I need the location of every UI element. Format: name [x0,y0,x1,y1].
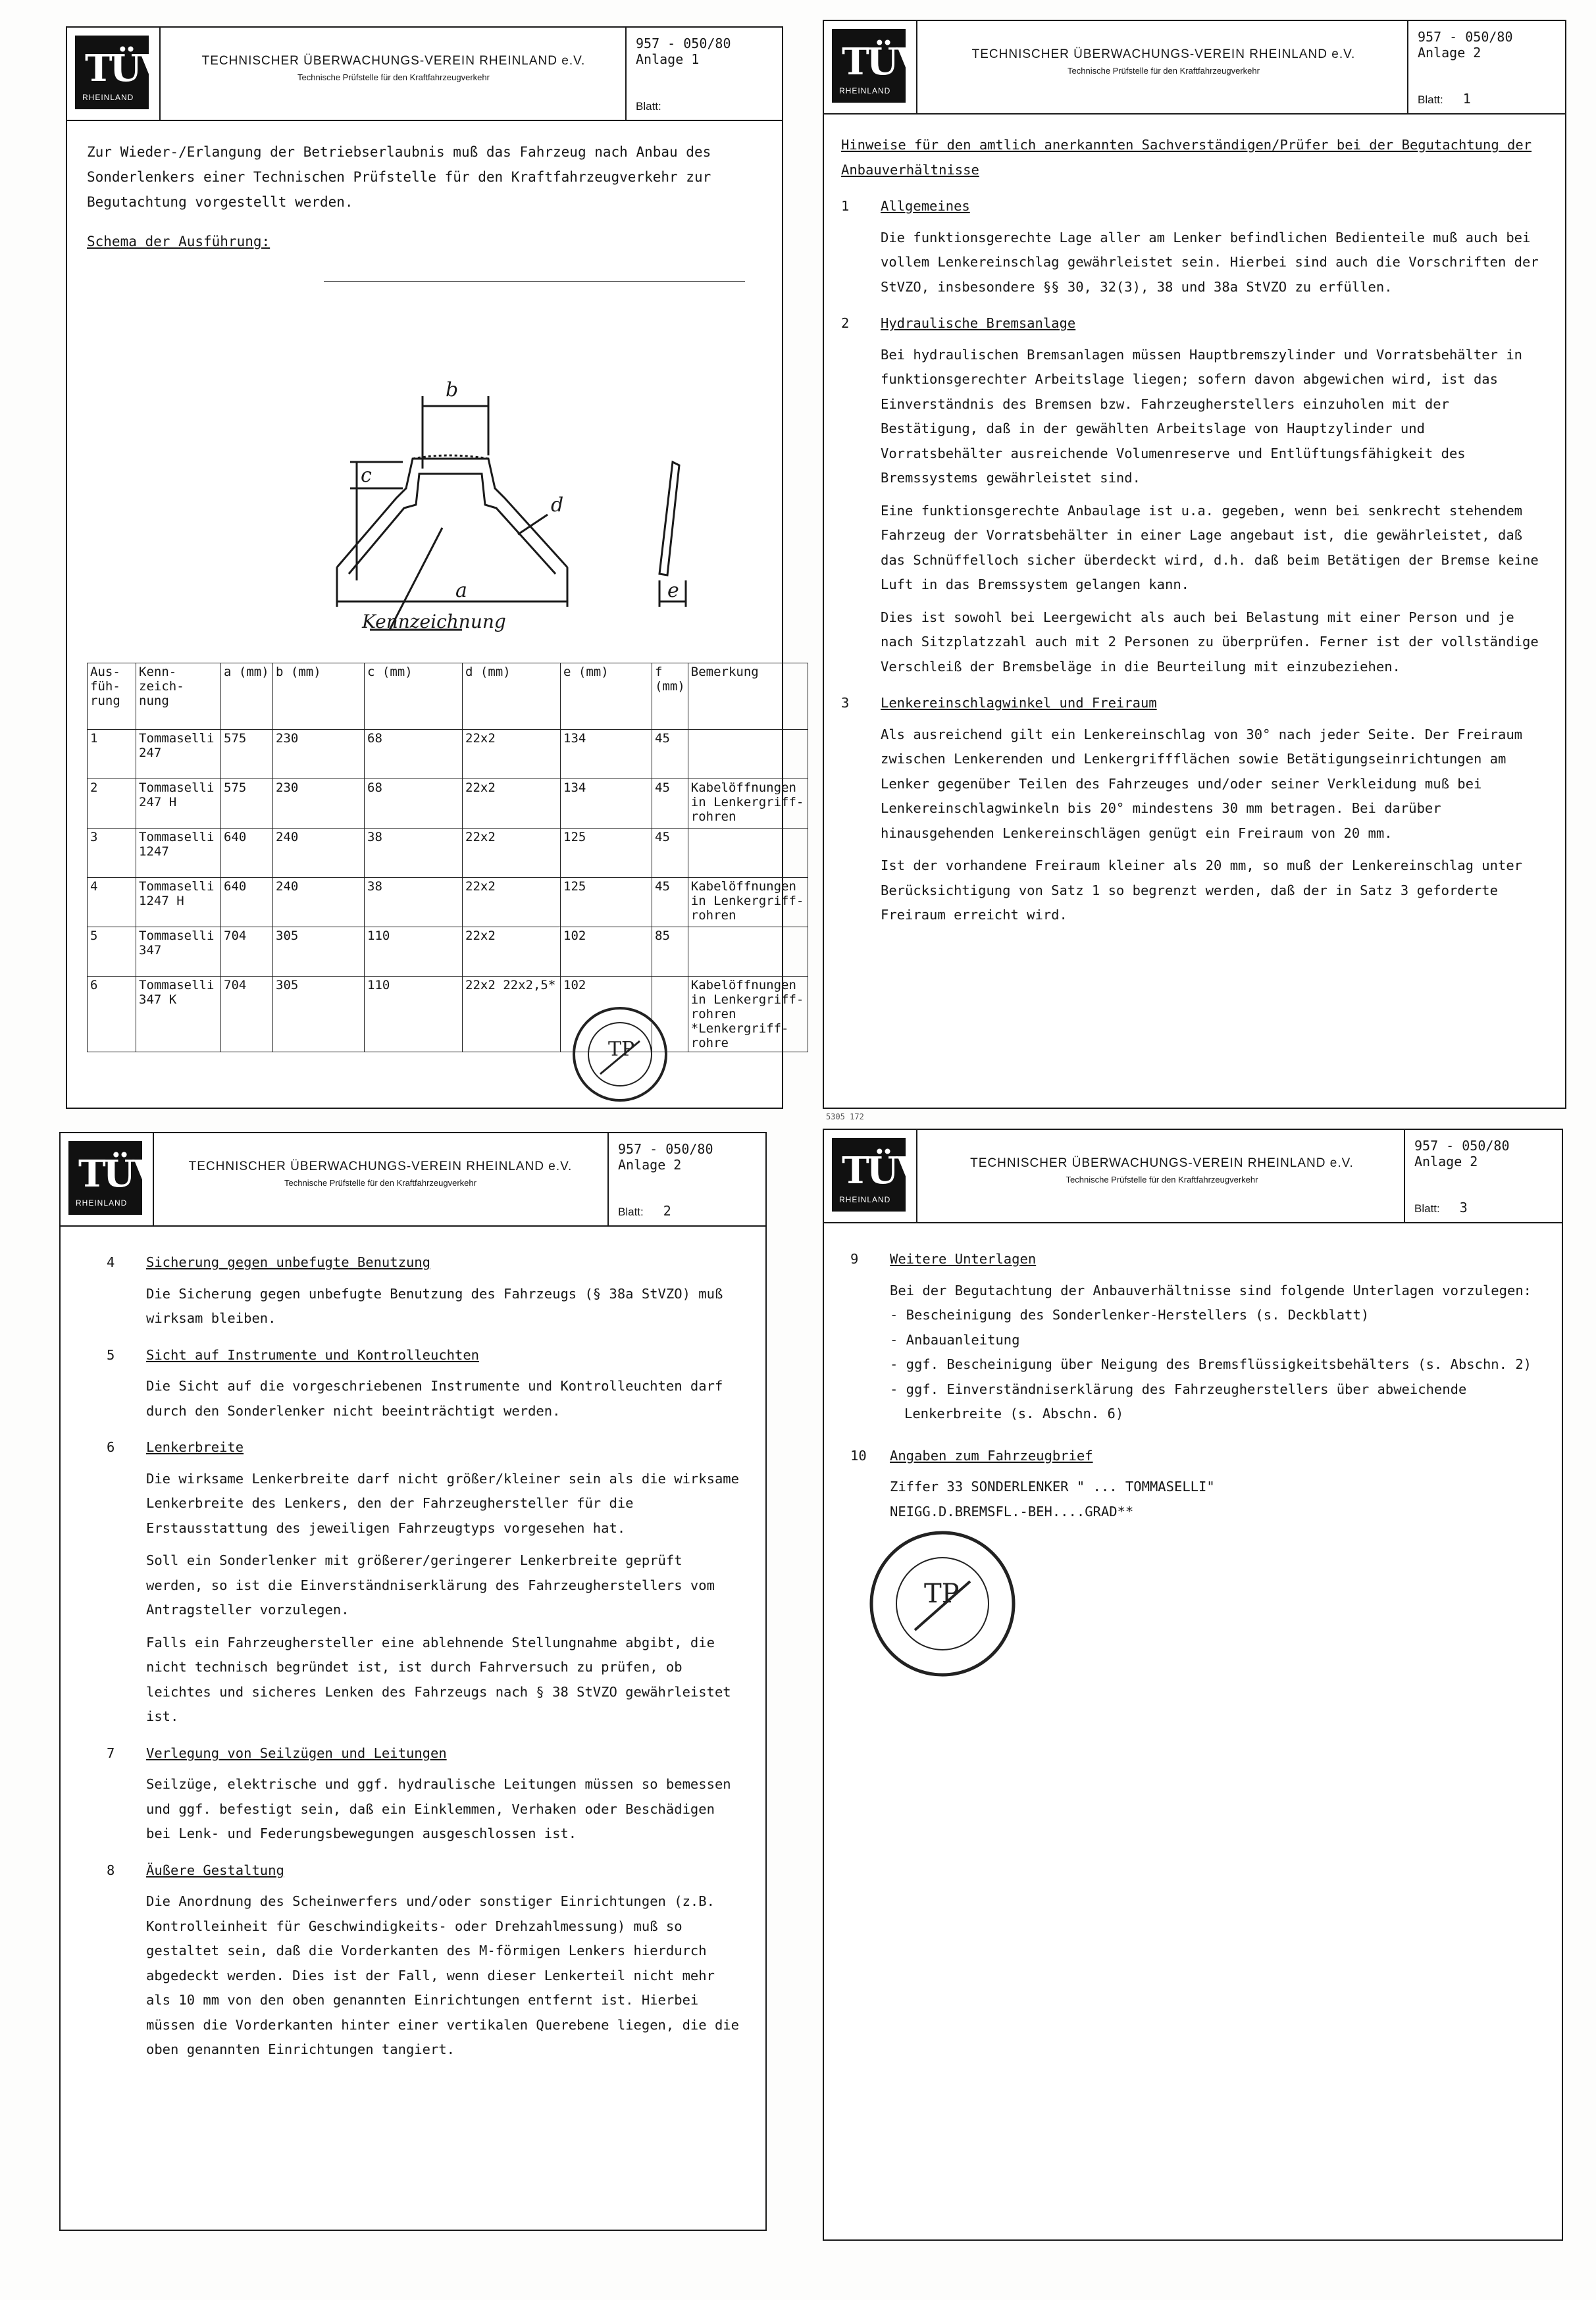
dim-d-label: d [551,494,564,517]
kennzeichnung-caption: Kennzeichnung [362,611,506,632]
table-cell: 575 [221,779,273,829]
org-block [159,28,627,120]
table-cell: Kabelöffnungen in Lenkergriff-rohren [688,878,808,927]
intro-text: Hinweise für den amtlich anerkannten Sachverständigen/Prüfer bei der Begutachtung der Anbauverhältnisse [841,137,1532,178]
page-header [824,1130,1562,1223]
fahrzeugbrief-line-1: Ziffer 33 SONDERLENKER " ... TOMMASELLI" [890,1479,1215,1495]
table-cell [688,730,808,779]
table-cell: 125 [561,829,652,878]
section-title: Lenkereinschlagwinkel und Freiraum [881,695,1157,711]
list-item: - ggf. Bescheinigung über Neigung des Bremsflüssigkeitsbehälters (s. Abschn. 2) [890,1356,1532,1372]
section-2: 2 Hydraulische Bremsanlage Bei hydraulischen Bremsanlagen müssen Hauptbremszylinder und Vorratsbehälter in funktionsgerechter Arbeitslage liegen; sofern davon abgewichen wird, ist das Einverständnis des Bremsen bzw. Fahrzeugherstellers einzuholen mit der Bestätigung, daß in der gewählten Arbeitslage von Hauptzylinder und Vorratsbehälter ausreichende Volumenreserve und Entlüftungsfähigkeit des Bremssystems gewährleistet sind. Eine funktionsgerechte Anbaulage ist u.a. gegeben, wenn bei senkrecht stehendem Fahrzeug der Vorratsbehälter in einer Lage angebaut ist, die gewährleistet, daß das Schnüffelloch sicher überdeckt wird, d.h. daß beim Betätigen der Bremse keine Luft in das Bremssystem gelangen kann. Dies ist sowohl bei Leergewicht als auch bei Belastung mit einer Person und je nach Sitzplatzzahl auch mit 2 Personen zu überprüfen. Ferner ist der vollständige Verschleiß der Bremsbeläge in die Beurteilung mit einzubeziehen. [841,311,1539,679]
col-d: d (mm) [463,663,561,730]
anlage-label: Anlage 2 [618,1157,682,1173]
table-cell: 230 [273,779,365,829]
table-row [88,927,808,977]
anlage-label: Anlage 2 [1414,1154,1478,1169]
section-6: 6 Lenkerbreite Die wirksame Lenkerbreite darf nicht größer/kleiner sein als die wirksame Lenkerbreite des Lenkers, den der Fahrzeughersteller für die Erstausstattung des jeweiligen Fahrzeugtyps vorgesehen hat. Soll ein Sonderlenker mit größerer/geringerer Lenkerbreite geprüft werden, so ist die Einverständniserklärung des Fahrzeugherstellers vom Antragsteller vorzulegen. Falls ein Fahrzeughersteller eine ablehnende Stellungnahme abgibt, die nicht technisch begründet ist, ist durch Fahrversuch zu prüfen, ob leichtes und sicheres Lenken des Fahrzeugs nach § 38 StVZO gewährleistet ist. [107,1435,739,1729]
table-cell: 134 [561,779,652,829]
page-header [67,28,782,121]
blatt-field: Blatt: 1 [1418,91,1471,107]
table-cell: 38 [365,829,463,878]
reference-number: 957 - 050/80 [636,36,731,51]
page-body [850,1235,1535,1524]
footer-mark: 5305 172 [826,1112,864,1121]
table-cell: Tommaselli 347 K [136,977,221,1052]
dim-b-label: b [446,378,459,401]
table-cell: 45 [652,730,688,779]
section-9: 9 Weitere Unterlagen Bei der Begutachtung der Anbauverhältnisse sind folgende Unterlagen vorzulegen: - Bescheinigung des Sonderlenker-Herstellers (s. Deckblatt) - Anbauanleitung - ggf. Bescheinigung über Neigung des Bremsflüssigkeitsbehälters (s. Abschn. 2) - ggf. Einverständniserklärung des Fahrzeugherstellers über abweichende Lenkerbreite (s. Abschn. 6) [850,1247,1535,1427]
tuv-logo: TÜV RHEINLAND [75,36,149,109]
section-title: Äußere Gestaltung [146,1862,284,1878]
reference-block [607,1133,765,1225]
svg-text:TP: TP [924,1579,960,1609]
table-cell: Tommaselli 347 [136,927,221,977]
fahrzeugbrief-line-2: NEIGG.D.BREMSFL.-BEH....GRAD** [890,1503,1134,1520]
tuv-logo: TÜV RHEINLAND [832,1138,906,1212]
page-body [87,140,762,261]
reference-block [625,28,782,120]
official-stamp [863,1525,1021,1683]
list-item: - ggf. Einverständniserklärung des Fahrzeugherstellers über abweichende Lenkerbreite (s. Abschn. 6) [890,1381,1467,1421]
table-cell: 68 [365,779,463,829]
org-name: TECHNISCHER ÜBERWACHUNGS-VEREIN RHEINLAND e.V. [971,47,1356,61]
page-body [107,1239,739,2070]
table-cell: 704 [221,977,273,1052]
section-title: Hydraulische Bremsanlage [881,315,1076,331]
svg-text:TP: TP [608,1038,635,1061]
table-cell: 305 [273,927,365,977]
table-cell [688,829,808,878]
table-cell: Tommaselli 247 [136,730,221,779]
table-cell: 22x2 [463,829,561,878]
table-cell: 102 [561,977,652,1052]
org-subtitle: Technische Prüfstelle für den Kraftfahrzeugverkehr [1068,66,1260,76]
section-5: 5 Sicht auf Instrumente und Kontrolleuchten Die Sicht auf die vorgeschriebenen Instrumente und Kontrolleuchten darf durch den Sonderlenker nicht beeinträchtigt werden. [107,1343,739,1424]
schema-label: Schema der Ausführung: [87,234,270,249]
table-cell: 22x2 [463,730,561,779]
table-cell: 110 [365,927,463,977]
blatt-field: Blatt: 3 [1414,1200,1468,1215]
section-3: 3 Lenkereinschlagwinkel und Freiraum Als ausreichend gilt ein Lenkereinschlag von 30° nach jeder Seite. Der Freiraum zwischen Lenkerenden und Lenkergriffflächen sowie Betätigungseinrichtungen am Lenker gegenüber Teilen des Fahrzeuges und/oder seiner Verkleidung muß bei Lenkereinschlagwinkeln bis 20° mindestens 30 mm betragen. Bei darüber hinausgehenden Lenkereinschlägen genügt ein Freiraum von 20 mm. Ist der vorhandene Freiraum kleiner als 20 mm, so muß der Lenkereinschlag unter Berücksichtigung von Satz 1 so begrenzt werden, daß der in Satz 3 geforderte Freiraum erreicht wird. [841,691,1539,928]
table-cell: 125 [561,878,652,927]
handlebar-drawing [291,370,804,659]
page-body [841,133,1539,936]
table-cell: 704 [221,927,273,977]
section-title: Allgemeines [881,198,970,214]
table-cell: 38 [365,878,463,927]
table-cell: 1 [88,730,136,779]
table-cell: Tommaselli 1247 [136,829,221,878]
table-row [88,977,808,1052]
dimension-table [87,663,808,1052]
section-10: 10 Angaben zum Fahrzeugbrief Ziffer 33 SONDERLENKER " ... TOMMASELLI" NEIGG.D.BREMSFL.-BEH....GRAD** [850,1444,1535,1525]
table-cell: 22x2 [463,927,561,977]
org-name: TECHNISCHER ÜBERWACHUNGS-VEREIN RHEINLAND e.V. [201,54,586,68]
col-bemerkung: Bemerkung [688,663,808,730]
list-item: - Bescheinigung des Sonderlenker-Herstellers (s. Deckblatt) [890,1307,1370,1323]
table-cell: 4 [88,878,136,927]
table-cell: 22x2 22x2,5* [463,977,561,1052]
blatt-field: Blatt: [636,100,661,113]
page-header [824,21,1565,115]
section-title: Weitere Unterlagen [890,1251,1037,1267]
table-cell: 22x2 [463,779,561,829]
table-cell: 45 [652,779,688,829]
table-cell: 305 [273,977,365,1052]
table-cell: 45 [652,829,688,878]
table-cell [688,927,808,977]
dim-e-label: e [667,579,679,602]
col-e: e (mm) [561,663,652,730]
list-item: - Anbauanleitung [890,1331,1020,1348]
col-b: b (mm) [273,663,365,730]
anlage-label: Anlage 1 [636,51,700,67]
org-subtitle: Technische Prüfstelle für den Kraftfahrzeugverkehr [1066,1175,1258,1185]
page-header [61,1133,765,1227]
tuv-logo: TÜV RHEINLAND [832,29,906,103]
table-cell: 240 [273,878,365,927]
table-cell: 68 [365,730,463,779]
table-cell: 110 [365,977,463,1052]
anlage-label: Anlage 2 [1418,45,1481,61]
page-anlage-2-blatt-1 [823,20,1566,1109]
intro-text: Zur Wieder-/Erlangung der Betriebserlaubnis muß das Fahrzeug nach Anbau des Sonderlenkers einer Technischen Prüfstelle für den Kraftfahrzeugverkehr zur Begutachtung vorgestellt werden. [87,144,711,210]
section-title: Sicherung gegen unbefugte Benutzung [146,1254,430,1270]
table-cell: 102 [561,927,652,977]
table-cell: Tommaselli 247 H [136,779,221,829]
table-row [88,779,808,829]
org-block [916,1130,1406,1222]
org-subtitle: Technische Prüfstelle für den Kraftfahrzeugverkehr [284,1178,476,1188]
table-cell: 240 [273,829,365,878]
document-list [890,1303,1535,1427]
section-title: Angaben zum Fahrzeugbrief [890,1447,1093,1464]
table-cell: 134 [561,730,652,779]
col-c: c (mm) [365,663,463,730]
section-title: Lenkerbreite [146,1439,244,1455]
section-1: 1 Allgemeines Die funktionsgerechte Lage aller am Lenker befindlichen Bedienteile muß auch bei vollem Lenkereinschlag gewährleistet sein. Hierbei sind auch die Vorschriften der StVZO, insbesondere §§ 30, 32(3), 38 und 38a StVZO zu erfüllen. [841,194,1539,299]
col-f: f (mm) [652,663,688,730]
org-subtitle: Technische Prüfstelle für den Kraftfahrzeugverkehr [297,72,490,82]
table-cell: 85 [652,927,688,977]
reference-number: 957 - 050/80 [1418,29,1513,45]
col-a: a (mm) [221,663,273,730]
section-7: 7 Verlegung von Seilzügen und Leitungen Seilzüge, elektrische und ggf. hydraulische Leitungen müssen so bemessen und ggf. befestigt sein, daß ein Einklemmen, Verhaken oder Beschädigen bei Lenk- und Federungsbewegungen ausgeschlossen ist. [107,1741,739,1847]
table-cell: Kabelöffnungen in Lenkergriff-rohren [688,779,808,829]
section-4: 4 Sicherung gegen unbefugte Benutzung Die Sicherung gegen unbefugte Benutzung des Fahrzeugs (§ 38a StVZO) muß wirksam bleiben. [107,1250,739,1331]
org-block [153,1133,607,1225]
col-ausfuehrung: Aus- füh- rung [88,663,136,730]
reference-block [1407,21,1565,113]
table-header-row [88,663,808,730]
section-title: Verlegung von Seilzügen und Leitungen [146,1745,447,1761]
page-anlage-2-blatt-3 [823,1129,1563,2241]
tuv-logo: TÜV RHEINLAND [68,1141,142,1215]
section-8: 8 Äußere Gestaltung Die Anordnung des Scheinwerfers und/oder sonstiger Einrichtungen (z.B. Kontrolleinheit für Geschwindigkeits- oder Drehzahlmessung) muß so gestaltet sein, daß die Vorderkanten des M-förmigen Lenkers hierdurch abgedeckt werden. Dies ist der Fall, wenn dieser Lenkerteil nicht mehr als 10 mm von den oben genannten Einrichtungen entfernt ist. Hierbei müssen die Vorderkanten hinter einer vertikalen Querebene liegen, die die oben genannten Einrichtungen tangiert. [107,1858,739,2062]
table-cell: Kabelöffnungen in Lenkergriff-rohren *Lenkergriff-rohre [688,977,808,1052]
org-name: TECHNISCHER ÜBERWACHUNGS-VEREIN RHEINLAND e.V. [188,1160,573,1173]
table-cell: 6 [88,977,136,1052]
org-name: TECHNISCHER ÜBERWACHUNGS-VEREIN RHEINLAND e.V. [970,1156,1354,1170]
reference-number: 957 - 050/80 [618,1141,713,1157]
table-row [88,829,808,878]
table-cell: 640 [221,829,273,878]
page-anlage-1 [66,26,804,1109]
table-cell: 640 [221,878,273,927]
page-anlage-2-blatt-2 [59,1132,767,2231]
blatt-field: Blatt: 2 [618,1203,671,1219]
table-row [88,878,808,927]
org-block [916,21,1410,113]
table-cell: 5 [88,927,136,977]
col-kennzeichnung: Kenn- zeich- nung [136,663,221,730]
table-cell: 2 [88,779,136,829]
dim-a-label: a [455,579,467,602]
schema-underline [324,281,745,282]
table-cell: Tommaselli 1247 H [136,878,221,927]
section-title: Sicht auf Instrumente und Kontrolleuchten [146,1346,480,1363]
table-row [88,730,808,779]
table-cell: 230 [273,730,365,779]
table-cell: 22x2 [463,878,561,927]
table-cell: 575 [221,730,273,779]
reference-number: 957 - 050/80 [1414,1138,1510,1154]
reference-block [1404,1130,1562,1222]
dim-c-label: c [361,464,372,487]
table-cell: 3 [88,829,136,878]
table-cell: 45 [652,878,688,927]
official-stamp [567,1002,673,1107]
